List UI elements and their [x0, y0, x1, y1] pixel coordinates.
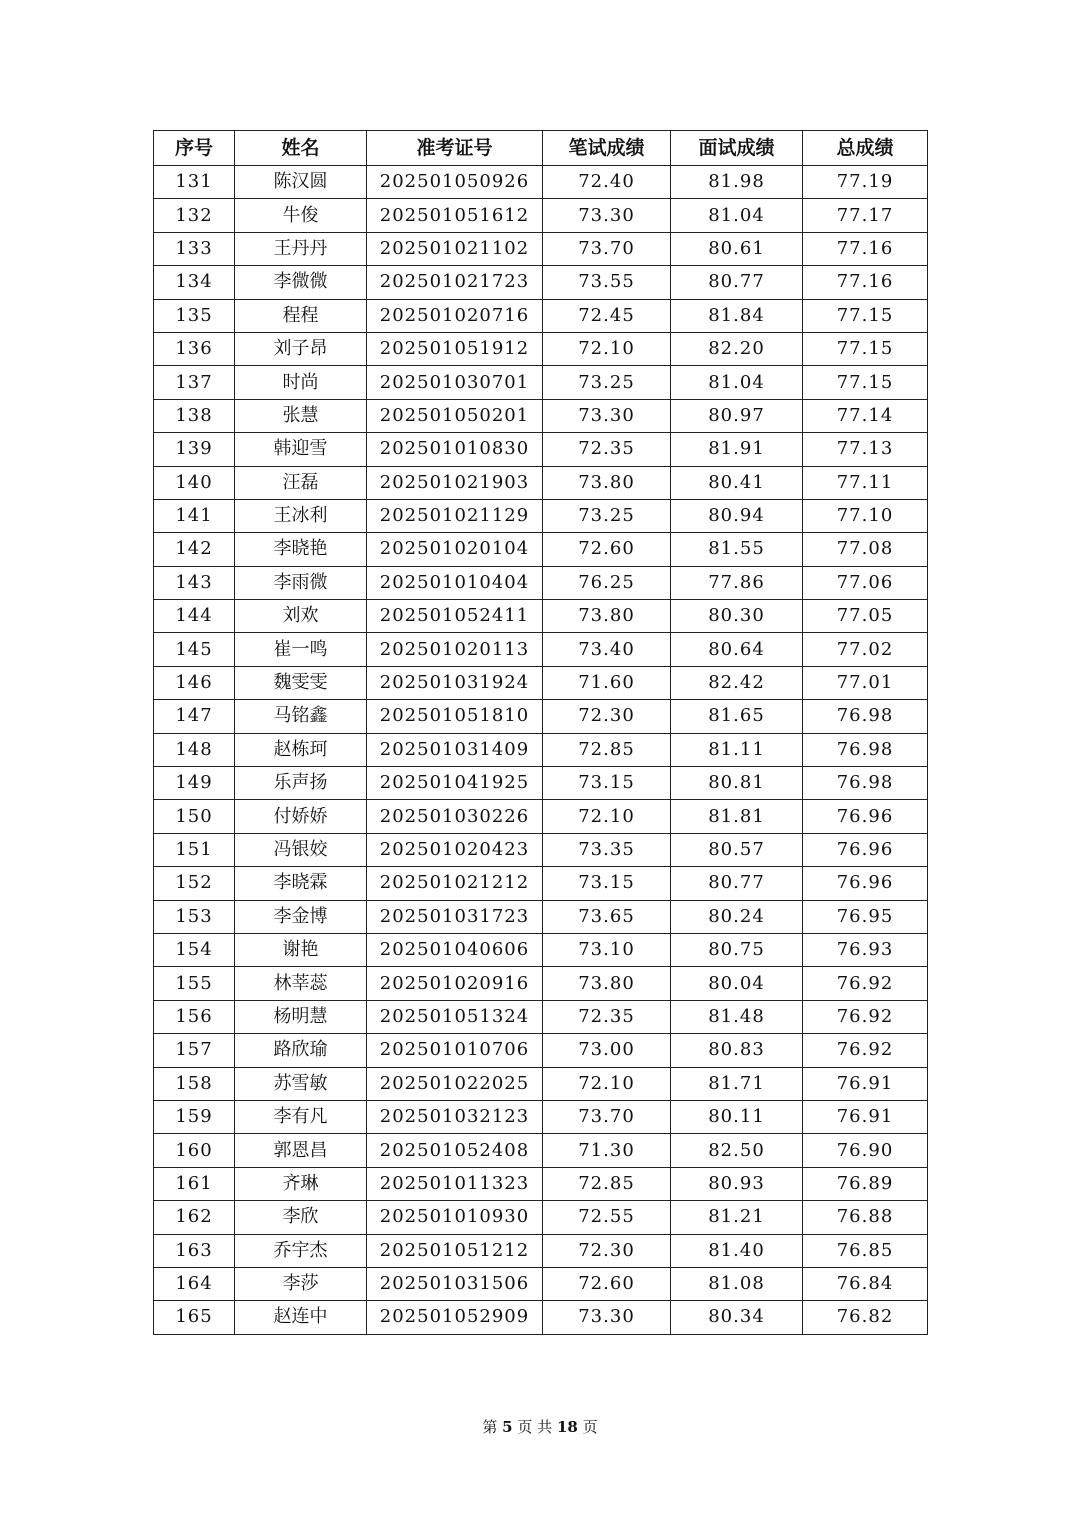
cell-name: 冯银姣 — [235, 833, 367, 866]
table-row — [154, 700, 928, 733]
cell-interview: 82.20 — [671, 332, 803, 365]
cell-seq: 148 — [154, 733, 235, 766]
cell-interview: 81.04 — [671, 199, 803, 232]
cell-written: 72.10 — [543, 1067, 671, 1100]
cell-seq: 147 — [154, 700, 235, 733]
cell-written: 73.70 — [543, 1100, 671, 1133]
cell-total: 76.92 — [803, 1034, 928, 1067]
cell-interview: 81.65 — [671, 700, 803, 733]
cell-total: 76.84 — [803, 1267, 928, 1300]
cell-seq: 139 — [154, 433, 235, 466]
cell-interview: 80.04 — [671, 967, 803, 1000]
cell-written: 72.60 — [543, 533, 671, 566]
cell-interview: 80.30 — [671, 600, 803, 633]
cell-seq: 163 — [154, 1234, 235, 1267]
cell-written: 73.30 — [543, 1301, 671, 1334]
cell-name: 韩迎雪 — [235, 433, 367, 466]
cell-seq: 160 — [154, 1134, 235, 1167]
cell-written: 72.45 — [543, 299, 671, 332]
cell-name: 李莎 — [235, 1267, 367, 1300]
cell-ticket: 202501010830 — [367, 433, 543, 466]
cell-ticket: 202501050926 — [367, 166, 543, 199]
cell-interview: 80.11 — [671, 1100, 803, 1133]
cell-interview: 81.21 — [671, 1201, 803, 1234]
table-row — [154, 833, 928, 866]
cell-seq: 140 — [154, 466, 235, 499]
cell-total: 76.82 — [803, 1301, 928, 1334]
cell-total: 76.95 — [803, 900, 928, 933]
cell-name: 杨明慧 — [235, 1000, 367, 1033]
cell-name: 陈汉圆 — [235, 166, 367, 199]
cell-ticket: 202501041925 — [367, 767, 543, 800]
table-row — [154, 199, 928, 232]
table-row — [154, 466, 928, 499]
cell-seq: 152 — [154, 867, 235, 900]
cell-interview: 81.48 — [671, 1000, 803, 1033]
cell-seq: 154 — [154, 933, 235, 966]
cell-ticket: 202501051612 — [367, 199, 543, 232]
col-header-ticket: 准考证号 — [367, 131, 543, 166]
cell-written: 73.80 — [543, 600, 671, 633]
cell-total: 76.98 — [803, 700, 928, 733]
cell-name: 李欣 — [235, 1201, 367, 1234]
cell-name: 时尚 — [235, 366, 367, 399]
cell-written: 72.10 — [543, 800, 671, 833]
cell-total: 76.98 — [803, 733, 928, 766]
footer-total-pages: 18 — [556, 1418, 578, 1436]
cell-ticket: 202501021212 — [367, 867, 543, 900]
cell-total: 76.88 — [803, 1201, 928, 1234]
table-row — [154, 266, 928, 299]
cell-written: 72.55 — [543, 1201, 671, 1234]
cell-seq: 151 — [154, 833, 235, 866]
cell-name: 李晓艳 — [235, 533, 367, 566]
cell-interview: 81.55 — [671, 533, 803, 566]
cell-name: 乐声扬 — [235, 767, 367, 800]
cell-seq: 162 — [154, 1201, 235, 1234]
cell-ticket: 202501020916 — [367, 967, 543, 1000]
cell-ticket: 202501021723 — [367, 266, 543, 299]
table-row — [154, 733, 928, 766]
cell-interview: 81.71 — [671, 1067, 803, 1100]
col-header-total: 总成绩 — [803, 131, 928, 166]
cell-interview: 81.40 — [671, 1234, 803, 1267]
cell-name: 齐琳 — [235, 1167, 367, 1200]
cell-name: 李金博 — [235, 900, 367, 933]
table-row — [154, 1100, 928, 1133]
cell-ticket: 202501031506 — [367, 1267, 543, 1300]
cell-total: 76.98 — [803, 767, 928, 800]
cell-seq: 143 — [154, 566, 235, 599]
cell-total: 76.96 — [803, 867, 928, 900]
cell-interview: 80.97 — [671, 399, 803, 432]
cell-seq: 157 — [154, 1034, 235, 1067]
cell-ticket: 202501021129 — [367, 499, 543, 532]
table-row — [154, 1000, 928, 1033]
cell-ticket: 202501020113 — [367, 633, 543, 666]
cell-interview: 80.94 — [671, 499, 803, 532]
cell-written: 73.30 — [543, 399, 671, 432]
cell-interview: 82.50 — [671, 1134, 803, 1167]
col-header-interview: 面试成绩 — [671, 131, 803, 166]
cell-interview: 82.42 — [671, 666, 803, 699]
table-row — [154, 867, 928, 900]
cell-name: 赵栋珂 — [235, 733, 367, 766]
cell-ticket: 202501031924 — [367, 666, 543, 699]
cell-ticket: 202501052909 — [367, 1301, 543, 1334]
cell-seq: 153 — [154, 900, 235, 933]
cell-interview: 80.93 — [671, 1167, 803, 1200]
table-row — [154, 166, 928, 199]
table-row — [154, 499, 928, 532]
cell-seq: 144 — [154, 600, 235, 633]
cell-total: 77.08 — [803, 533, 928, 566]
table-row — [154, 566, 928, 599]
table-row — [154, 900, 928, 933]
cell-seq: 149 — [154, 767, 235, 800]
cell-name: 刘欢 — [235, 600, 367, 633]
table-row — [154, 1301, 928, 1334]
cell-name: 张慧 — [235, 399, 367, 432]
cell-written: 72.35 — [543, 1000, 671, 1033]
cell-ticket: 202501050201 — [367, 399, 543, 432]
cell-ticket: 202501022025 — [367, 1067, 543, 1100]
cell-name: 马铭鑫 — [235, 700, 367, 733]
cell-interview: 80.75 — [671, 933, 803, 966]
table-row — [154, 1067, 928, 1100]
cell-name: 王冰利 — [235, 499, 367, 532]
cell-written: 71.30 — [543, 1134, 671, 1167]
footer-prefix: 第 — [482, 1418, 498, 1436]
cell-name: 牛俊 — [235, 199, 367, 232]
cell-ticket: 202501030701 — [367, 366, 543, 399]
cell-seq: 137 — [154, 366, 235, 399]
cell-seq: 161 — [154, 1167, 235, 1200]
cell-seq: 146 — [154, 666, 235, 699]
cell-written: 73.35 — [543, 833, 671, 866]
cell-total: 76.96 — [803, 833, 928, 866]
cell-name: 王丹丹 — [235, 232, 367, 265]
cell-written: 72.85 — [543, 733, 671, 766]
cell-ticket: 202501010930 — [367, 1201, 543, 1234]
cell-total: 77.01 — [803, 666, 928, 699]
page-footer — [0, 1416, 1080, 1437]
cell-seq: 158 — [154, 1067, 235, 1100]
cell-seq: 138 — [154, 399, 235, 432]
cell-ticket: 202501010404 — [367, 566, 543, 599]
cell-total: 76.85 — [803, 1234, 928, 1267]
cell-written: 71.60 — [543, 666, 671, 699]
cell-seq: 141 — [154, 499, 235, 532]
cell-written: 73.70 — [543, 232, 671, 265]
table-row — [154, 666, 928, 699]
cell-total: 77.16 — [803, 232, 928, 265]
table-row — [154, 1167, 928, 1200]
cell-ticket: 202501020716 — [367, 299, 543, 332]
cell-seq: 145 — [154, 633, 235, 666]
cell-ticket: 202501010706 — [367, 1034, 543, 1067]
cell-ticket: 202501032123 — [367, 1100, 543, 1133]
cell-ticket: 202501051324 — [367, 1000, 543, 1033]
cell-interview: 81.91 — [671, 433, 803, 466]
cell-name: 苏雪敏 — [235, 1067, 367, 1100]
table-row — [154, 1234, 928, 1267]
cell-written: 73.15 — [543, 767, 671, 800]
cell-seq: 165 — [154, 1301, 235, 1334]
cell-name: 赵连中 — [235, 1301, 367, 1334]
table-row — [154, 433, 928, 466]
cell-seq: 136 — [154, 332, 235, 365]
table-row — [154, 967, 928, 1000]
cell-written: 72.60 — [543, 1267, 671, 1300]
cell-written: 73.80 — [543, 466, 671, 499]
cell-ticket: 202501051212 — [367, 1234, 543, 1267]
cell-name: 李有凡 — [235, 1100, 367, 1133]
cell-written: 73.15 — [543, 867, 671, 900]
cell-written: 73.30 — [543, 199, 671, 232]
cell-total: 76.96 — [803, 800, 928, 833]
cell-ticket: 202501021903 — [367, 466, 543, 499]
table-row — [154, 366, 928, 399]
cell-total: 77.19 — [803, 166, 928, 199]
cell-total: 76.91 — [803, 1100, 928, 1133]
cell-total: 77.02 — [803, 633, 928, 666]
cell-written: 72.35 — [543, 433, 671, 466]
cell-total: 76.89 — [803, 1167, 928, 1200]
cell-ticket: 202501031409 — [367, 733, 543, 766]
cell-seq: 150 — [154, 800, 235, 833]
cell-written: 73.40 — [543, 633, 671, 666]
table-body — [154, 166, 928, 1335]
cell-written: 73.80 — [543, 967, 671, 1000]
cell-name: 魏雯雯 — [235, 666, 367, 699]
cell-ticket: 202501030226 — [367, 800, 543, 833]
table-row — [154, 1267, 928, 1300]
cell-name: 谢艳 — [235, 933, 367, 966]
cell-name: 刘子昂 — [235, 332, 367, 365]
cell-ticket: 202501052408 — [367, 1134, 543, 1167]
col-header-seq: 序号 — [154, 131, 235, 166]
table-row — [154, 800, 928, 833]
footer-suffix: 页 — [582, 1418, 598, 1436]
table-row — [154, 299, 928, 332]
table-row — [154, 332, 928, 365]
col-header-name: 姓名 — [235, 131, 367, 166]
score-table — [153, 130, 928, 1335]
table-row — [154, 533, 928, 566]
cell-name: 程程 — [235, 299, 367, 332]
cell-written: 72.85 — [543, 1167, 671, 1200]
cell-ticket: 202501020423 — [367, 833, 543, 866]
table-row — [154, 600, 928, 633]
cell-written: 73.55 — [543, 266, 671, 299]
cell-total: 76.93 — [803, 933, 928, 966]
cell-name: 崔一鸣 — [235, 633, 367, 666]
cell-seq: 159 — [154, 1100, 235, 1133]
cell-ticket: 202501020104 — [367, 533, 543, 566]
cell-interview: 80.64 — [671, 633, 803, 666]
cell-seq: 164 — [154, 1267, 235, 1300]
cell-total: 77.05 — [803, 600, 928, 633]
table-row — [154, 1134, 928, 1167]
cell-seq: 131 — [154, 166, 235, 199]
cell-total: 77.16 — [803, 266, 928, 299]
cell-seq: 135 — [154, 299, 235, 332]
cell-interview: 80.77 — [671, 867, 803, 900]
cell-written: 73.25 — [543, 499, 671, 532]
cell-written: 73.25 — [543, 366, 671, 399]
cell-ticket: 202501011323 — [367, 1167, 543, 1200]
cell-total: 77.17 — [803, 199, 928, 232]
cell-interview: 80.61 — [671, 232, 803, 265]
cell-ticket: 202501040606 — [367, 933, 543, 966]
cell-interview: 80.24 — [671, 900, 803, 933]
cell-seq: 155 — [154, 967, 235, 1000]
cell-total: 76.90 — [803, 1134, 928, 1167]
cell-total: 76.91 — [803, 1067, 928, 1100]
cell-name: 李微微 — [235, 266, 367, 299]
cell-interview: 81.08 — [671, 1267, 803, 1300]
cell-written: 76.25 — [543, 566, 671, 599]
cell-written: 72.30 — [543, 700, 671, 733]
cell-name: 李晓霖 — [235, 867, 367, 900]
table-row — [154, 1034, 928, 1067]
cell-seq: 142 — [154, 533, 235, 566]
cell-ticket: 202501051810 — [367, 700, 543, 733]
cell-total: 77.14 — [803, 399, 928, 432]
cell-seq: 134 — [154, 266, 235, 299]
cell-interview: 80.41 — [671, 466, 803, 499]
cell-name: 李雨微 — [235, 566, 367, 599]
cell-interview: 81.98 — [671, 166, 803, 199]
cell-written: 73.65 — [543, 900, 671, 933]
cell-total: 77.10 — [803, 499, 928, 532]
cell-total: 76.92 — [803, 967, 928, 1000]
table-row — [154, 633, 928, 666]
cell-interview: 81.84 — [671, 299, 803, 332]
cell-name: 路欣瑜 — [235, 1034, 367, 1067]
cell-interview: 81.04 — [671, 366, 803, 399]
cell-written: 73.00 — [543, 1034, 671, 1067]
cell-seq: 133 — [154, 232, 235, 265]
cell-total: 77.15 — [803, 299, 928, 332]
cell-name: 郭恩昌 — [235, 1134, 367, 1167]
table-row — [154, 933, 928, 966]
table-row — [154, 1201, 928, 1234]
cell-seq: 132 — [154, 199, 235, 232]
cell-interview: 80.57 — [671, 833, 803, 866]
cell-interview: 80.83 — [671, 1034, 803, 1067]
cell-seq: 156 — [154, 1000, 235, 1033]
table-row — [154, 399, 928, 432]
cell-ticket: 202501052411 — [367, 600, 543, 633]
cell-interview: 81.81 — [671, 800, 803, 833]
cell-total: 77.11 — [803, 466, 928, 499]
cell-interview: 81.11 — [671, 733, 803, 766]
cell-ticket: 202501021102 — [367, 232, 543, 265]
table-row — [154, 232, 928, 265]
cell-name: 汪磊 — [235, 466, 367, 499]
cell-name: 林莘蕊 — [235, 967, 367, 1000]
cell-ticket: 202501031723 — [367, 900, 543, 933]
cell-total: 77.06 — [803, 566, 928, 599]
cell-interview: 80.77 — [671, 266, 803, 299]
cell-ticket: 202501051912 — [367, 332, 543, 365]
cell-name: 付娇娇 — [235, 800, 367, 833]
cell-interview: 80.34 — [671, 1301, 803, 1334]
table-row — [154, 767, 928, 800]
cell-written: 72.30 — [543, 1234, 671, 1267]
cell-written: 72.10 — [543, 332, 671, 365]
col-header-written: 笔试成绩 — [543, 131, 671, 166]
table-header-row — [154, 131, 928, 166]
cell-total: 77.15 — [803, 366, 928, 399]
cell-total: 76.92 — [803, 1000, 928, 1033]
cell-name: 乔宇杰 — [235, 1234, 367, 1267]
cell-written: 72.40 — [543, 166, 671, 199]
footer-middle: 页 共 — [517, 1418, 553, 1436]
cell-total: 77.13 — [803, 433, 928, 466]
cell-interview: 80.81 — [671, 767, 803, 800]
cell-interview: 77.86 — [671, 566, 803, 599]
cell-written: 73.10 — [543, 933, 671, 966]
footer-page-number: 5 — [502, 1418, 513, 1436]
cell-total: 77.15 — [803, 332, 928, 365]
